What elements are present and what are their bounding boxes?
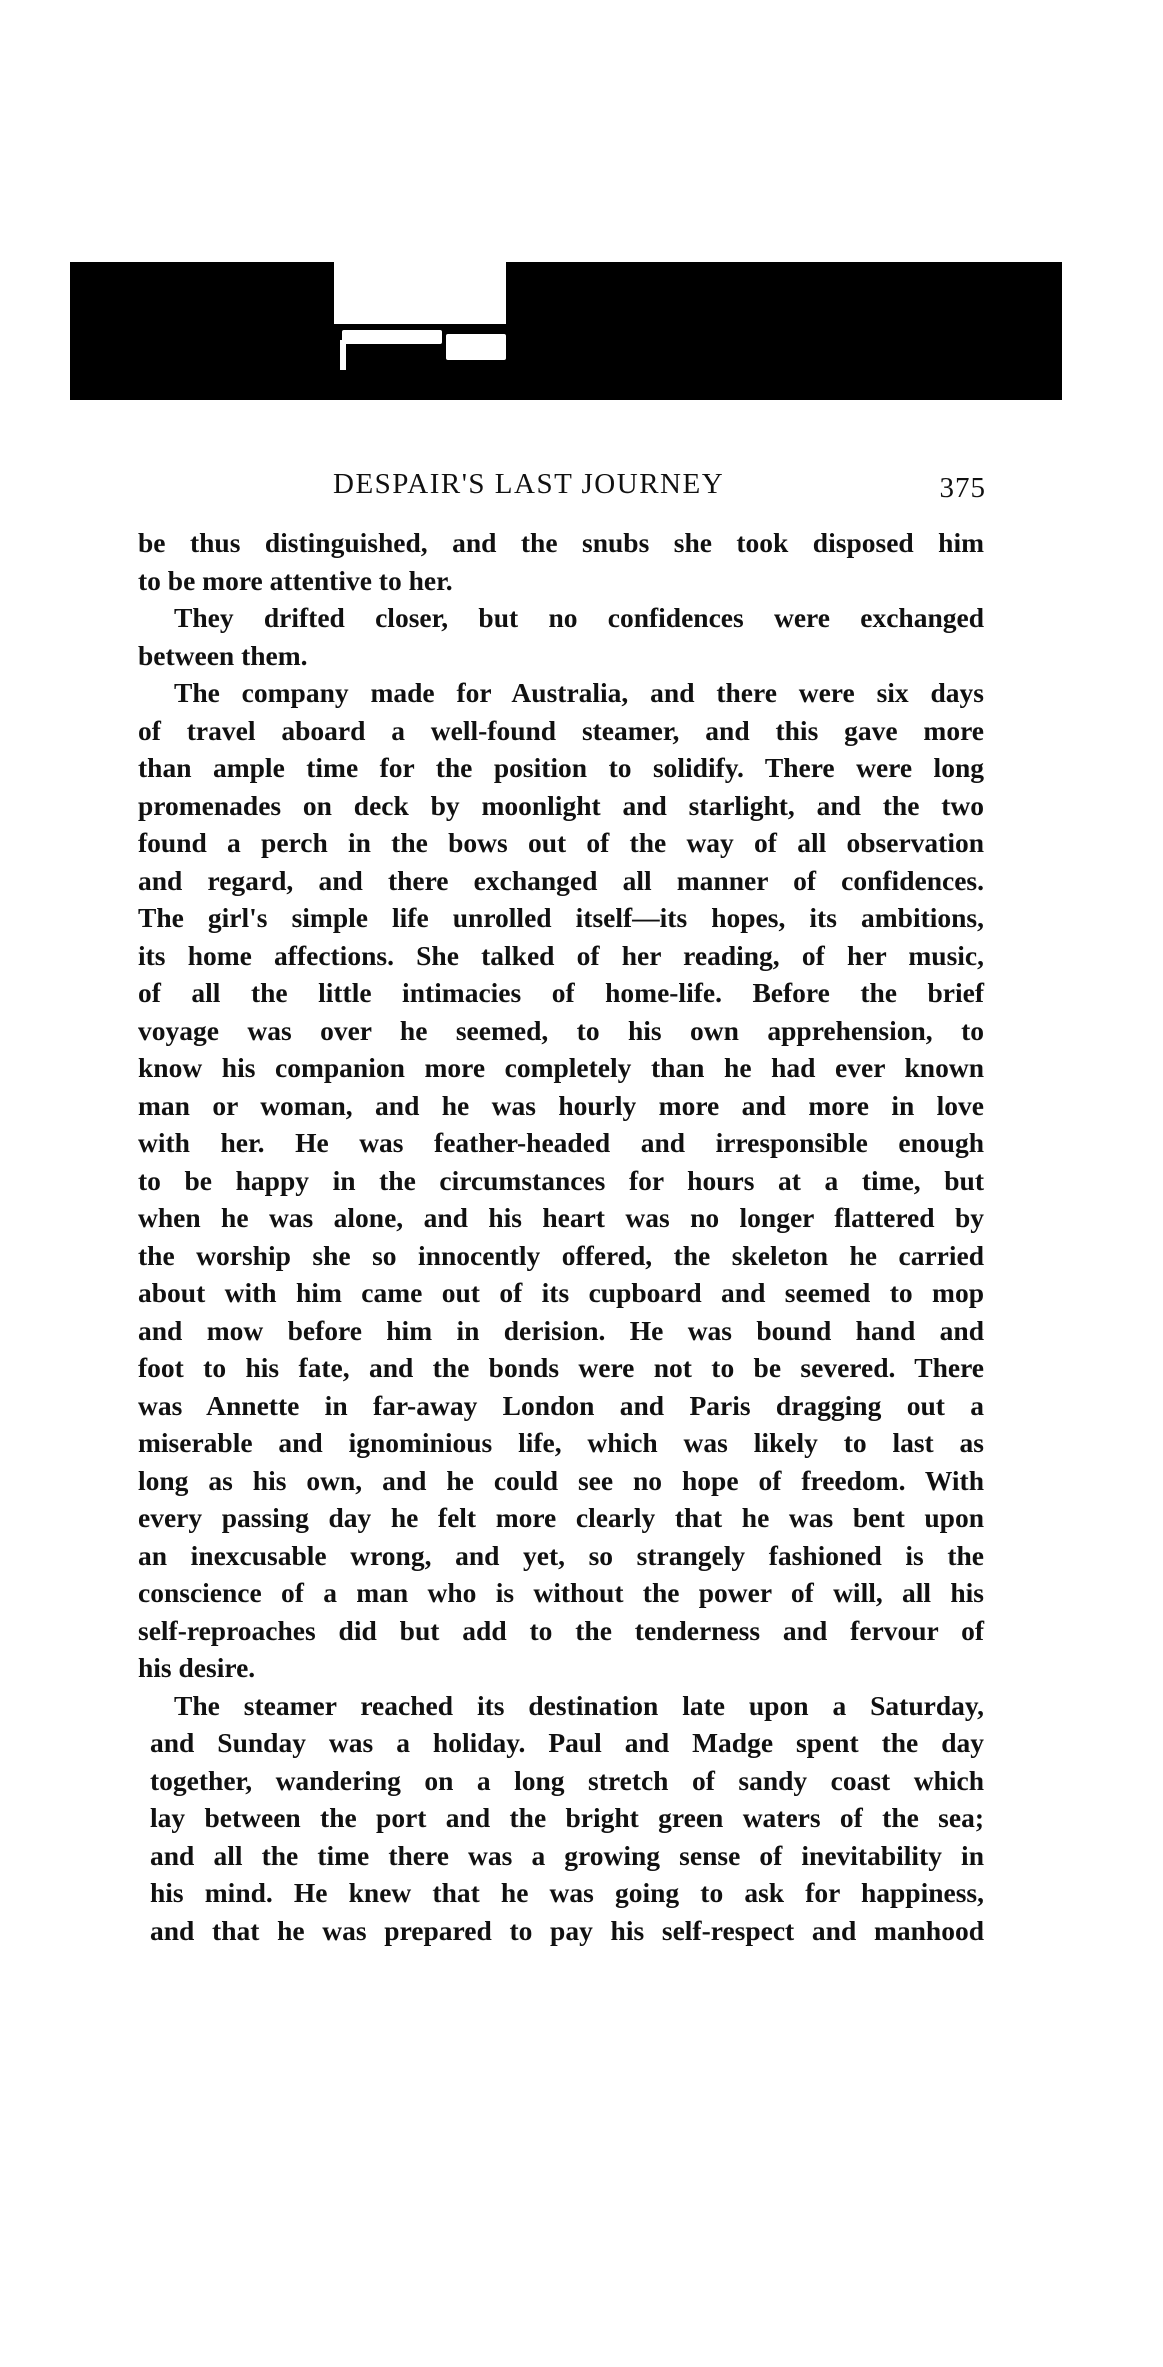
text-line: about with him came out of its cupboard and seemed to mop bbox=[138, 1277, 984, 1308]
redaction-smudge bbox=[446, 334, 506, 360]
redaction-notch bbox=[334, 262, 506, 332]
text-line: foot to his fate, and the bonds were not to be severed. There bbox=[138, 1352, 984, 1383]
text-line: and Sunday was a holiday. Paul and Madge spent the day bbox=[150, 1727, 984, 1758]
text-line: the worship she so innocently offered, the skeleton he carried bbox=[138, 1239, 984, 1271]
text-line: miserable and ignominious life, which was likely to last as bbox=[138, 1427, 984, 1458]
redaction-smudge bbox=[340, 340, 346, 370]
running-title: DESPAIR'S LAST JOURNEY bbox=[333, 468, 725, 500]
text-line: and that he was prepared to pay his self-respect and manhood bbox=[150, 1914, 984, 1946]
text-line: his mind. He knew that he was going to ask for happiness, bbox=[150, 1877, 984, 1908]
text-line: and all the time there was a growing sense of inevitability in bbox=[150, 1839, 984, 1871]
text-line: found a perch in the bows out of the way of all observation bbox=[138, 827, 984, 858]
text-line: when he was alone, and his heart was no longer flattered by bbox=[138, 1202, 984, 1233]
page-number: 375 bbox=[939, 472, 986, 504]
running-head bbox=[136, 468, 986, 508]
text-line: know his companion more completely than he had ever known bbox=[138, 1052, 984, 1083]
redaction-smudge bbox=[342, 330, 442, 344]
text-line: was Annette in far-away London and Paris dragging out a bbox=[138, 1389, 984, 1421]
text-line: of all the little intimacies of home-life. Before the brief bbox=[138, 977, 984, 1008]
text-line: his desire. bbox=[138, 1652, 256, 1683]
text-line: self-reproaches did but add to the tenderness and fervour of bbox=[138, 1614, 984, 1646]
text-line: They drifted closer, but no confidences were exchanged bbox=[174, 602, 984, 633]
body-text bbox=[138, 524, 984, 1949]
redaction-bar bbox=[70, 262, 1062, 400]
text-line: man or woman, and he was hourly more and more in love bbox=[138, 1089, 984, 1121]
text-line: to be happy in the circumstances for hours at a time, but bbox=[138, 1164, 984, 1196]
text-line: to be more attentive to her. bbox=[138, 564, 453, 596]
text-line: an inexcusable wrong, and yet, so strangely fashioned is the bbox=[138, 1539, 984, 1571]
text-line: The company made for Australia, and there were six days bbox=[174, 677, 984, 708]
text-line: than ample time for the position to solidify. There were long bbox=[138, 752, 984, 783]
text-line: lay between the port and the bright green waters of the sea; bbox=[150, 1802, 984, 1833]
text-line: voyage was over he seemed, to his own apprehension, to bbox=[138, 1014, 984, 1046]
text-line: long as his own, and he could see no hope of freedom. With bbox=[138, 1464, 984, 1496]
text-line: The girl's simple life unrolled itself—its hopes, its ambitions, bbox=[138, 902, 984, 933]
text-line: conscience of a man who is without the power of will, all his bbox=[138, 1577, 984, 1608]
text-line: with her. He was feather-headed and irresponsible enough bbox=[138, 1127, 984, 1158]
text-line: The steamer reached its destination late upon a Saturday, bbox=[174, 1689, 984, 1721]
text-line: be thus distinguished, and the snubs she took disposed him bbox=[138, 527, 984, 558]
text-line: between them. bbox=[138, 639, 308, 671]
text-line: every passing day he felt more clearly that he was bent upon bbox=[138, 1502, 984, 1533]
text-line: of travel aboard a well-found steamer, and this gave more bbox=[138, 714, 984, 746]
text-line: promenades on deck by moonlight and starlight, and the two bbox=[138, 789, 984, 821]
text-line: its home affections. She talked of her reading, of her music, bbox=[138, 939, 984, 971]
text-line: and regard, and there exchanged all manner of confidences. bbox=[138, 864, 984, 896]
text-line: together, wandering on a long stretch of sandy coast which bbox=[150, 1764, 984, 1796]
text-line: and mow before him in derision. He was bound hand and bbox=[138, 1314, 984, 1346]
